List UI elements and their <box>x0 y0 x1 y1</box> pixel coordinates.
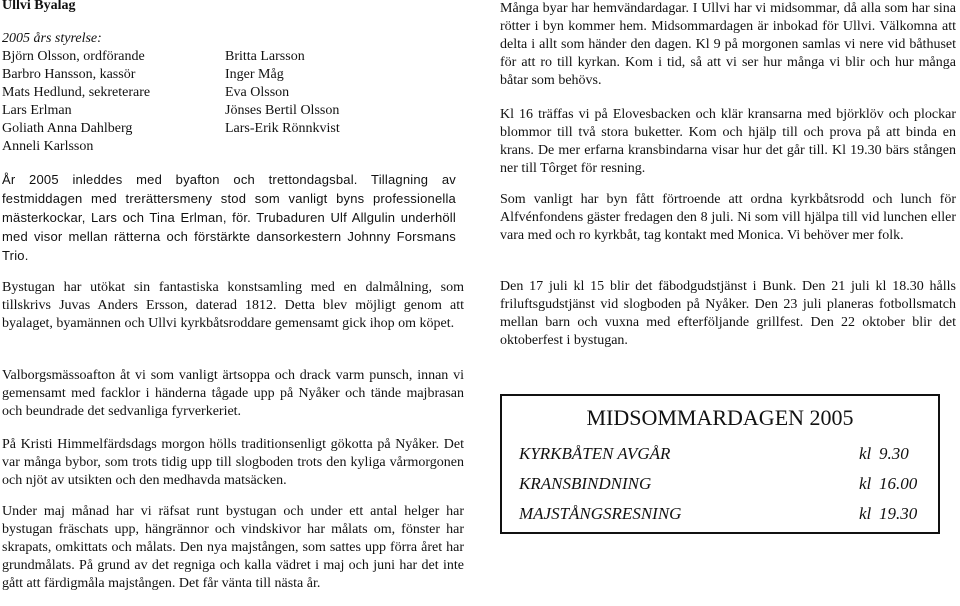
board-member: Inger Måg <box>225 67 284 82</box>
board-member: Lars-Erik Rönnkvist <box>225 121 340 136</box>
schedule-row <box>519 472 928 496</box>
schedule-label: KYRKBÅTEN AVGÅR <box>519 444 671 463</box>
schedule-label: MAJSTÅNGSRESNING <box>519 504 682 523</box>
schedule-kl: kl <box>859 474 872 493</box>
news-paragraph-midsommar: Många byar har hemvändardagar. I Ullvi har vi midsommar, då alla som har sina rötter i byn kommer hem. Midsommardagen är inbokad för Ullvi. Välkomna att delta i allt som händer den dagen. Kl 9 på morgonen samlas vi nere vid båthuset för att ro till kyrkan. Kom i tid, så att vi ser hur många vi blir och hur många båtar som behövs. <box>500 1 956 88</box>
news-paragraph-gokotta: På Kristi Himmelfärdsdags morgon hölls traditionsenligt gökotta på Nyåker. Det var många bybor, som trots tidig upp till slogboden trots den kyliga vårmorgonen och njöt av utsikten och den medhavda matsäcken. <box>2 437 464 488</box>
schedule-kl: kl <box>859 504 872 523</box>
schedule-time: 16.00 <box>879 474 918 493</box>
board-member: Björn Olsson, ordförande <box>2 49 145 64</box>
board-members <box>2 48 340 156</box>
schedule-title: MIDSOMMARDAGEN 2005 <box>586 405 854 430</box>
board-row <box>2 138 340 156</box>
news-paragraph-kransar: Kl 16 träffas vi på Elovesbacken och klär kransarna med björklöv och plockar blommor till två stora buketter. Kom och hjälp till och prova på att binda en krans. De mer erfarna kransbindarna visar hur det går till. Kl 19.30 bärs stången ner till Tôrget för resning. <box>500 107 956 176</box>
page-title: Ullvi Byalag <box>2 0 76 13</box>
board-member: Eva Olsson <box>225 85 290 100</box>
board-row <box>2 102 340 120</box>
board-row <box>2 120 340 138</box>
board-member: Jönses Bertil Olsson <box>225 103 340 118</box>
news-paragraph-valborg: Valborgsmässoafton åt vi som vanligt ärtsoppa och drack varm punsch, innan vi gemensamt med facklor i händerna tågade upp på Nyåker och tände majbrasan och beundrade det sedvanliga fyrverkeriet. <box>2 368 464 419</box>
midsommar-schedule-box <box>500 394 940 534</box>
schedule-kl: kl <box>859 444 872 463</box>
schedule-row <box>519 502 928 526</box>
schedule-time: 9.30 <box>879 444 909 463</box>
news-paragraph-juli: Den 17 juli kl 15 blir det fäbodgudstjänst i Bunk. Den 21 juli kl 18.30 hålls friluftsgudstjänst vid slogboden på Nyåker. Den 23 juli planeras fotbollsmatch mellan barn och vuxna med efterföljande grillfest. Den 22 oktober blir det oktoberfest i bystugan. <box>500 279 956 348</box>
board-row <box>2 66 340 84</box>
schedule-label: KRANSBINDNING <box>519 474 652 493</box>
board-row <box>2 84 340 102</box>
news-paragraph-alfvenfonden: Som vanligt har byn fått förtroende att ordna kyrkbåtsrodd och lunch för Alfvénfondens gäster fredagen den 8 juli. Ni som vill hjälpa till vid lunchen eller vara med och ro kyrkbåt, tag kontakt med Monica. Vi behöver mer folk. <box>500 192 956 243</box>
schedule-row <box>519 442 928 466</box>
board-row <box>2 48 340 66</box>
schedule-time: 19.30 <box>879 504 918 523</box>
board-member: Anneli Karlsson <box>2 139 94 154</box>
news-paragraph-bystugan: Under maj månad har vi räfsat runt bystugan och under ett antal helger har bystugan fräschats upp, hängrännor och vindskivor har målats om, fönster har skrapats, omkittats och målats. Den nya majstången, som sattes upp förra året har grundmålats. På grund av det regniga och kalla vädret i maj och juni har det inte gått att färdigmåla majstången. Det får vänta till nästa år. <box>2 504 464 591</box>
news-paragraph-byafton: År 2005 inleddes med byafton och trettondagsbal. Tillagning av festmiddagen med trerättersmeny stod som vanligt byns professionella mästerkockar, Lars och Tina Erlman, för. Trubaduren Ulf Allgulin underhöll med visor mellan rätterna och förstärkte dansorkestern Johnny Forsmans Trio. <box>2 172 456 263</box>
board-member: Britta Larsson <box>225 49 305 64</box>
board-heading: 2005 års styrelse: <box>2 31 102 46</box>
board-member: Mats Hedlund, sekreterare <box>2 85 151 100</box>
news-paragraph-konstsamling: Bystugan har utökat sin fantastiska konstsamling med en dalmålning, som tillskrivs Juvas Anders Ersson, daterad 1812. Detta blev möjligt genom att byalaget, byamännen och Ullvi kyrkbåtsroddare gemensamt gick ihop om köpet. <box>2 280 464 331</box>
board-member: Goliath Anna Dahlberg <box>2 121 133 136</box>
board-member: Barbro Hansson, kassör <box>2 67 136 82</box>
board-member: Lars Erlman <box>2 103 72 118</box>
